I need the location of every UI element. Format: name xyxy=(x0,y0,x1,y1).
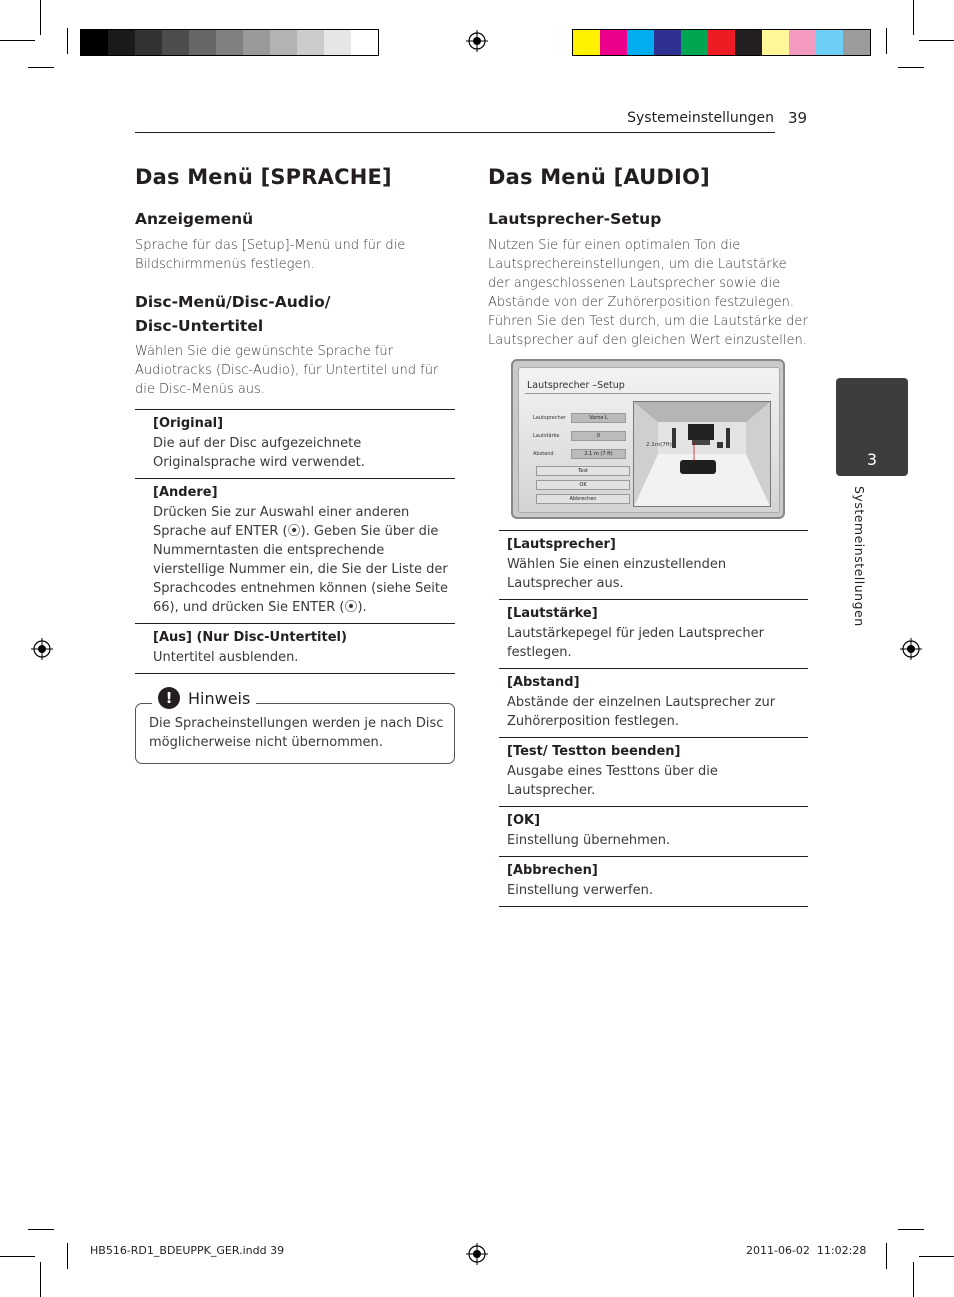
chapter-number: 3 xyxy=(866,450,878,469)
footer-timestamp: 2011-06-02 ￼￼ 11:02:28 xyxy=(746,1244,867,1257)
option-desc: Die auf der Disc aufgezeichnete Originalsprache wird verwendet. xyxy=(153,436,365,470)
section-title-audio: Das Menü [AUDIO] xyxy=(488,165,710,189)
crop-mark xyxy=(913,1262,914,1297)
note-text: Die Spracheinstellungen werden je nach Disc möglicherweise nicht übernommen. xyxy=(149,716,444,750)
option-aus xyxy=(135,623,455,674)
option-desc: Wählen Sie einen einzustellenden Lautsprecher aus. xyxy=(507,557,727,591)
color-swatch xyxy=(81,30,108,55)
option-term-text: [Lautstärke] xyxy=(507,606,598,621)
option-term-text: [Abbrechen] xyxy=(507,863,598,878)
crop-mark xyxy=(919,40,954,41)
option-andere xyxy=(135,478,455,623)
color-swatch xyxy=(189,30,216,55)
room-distance-label: 2.1m(7ft) xyxy=(646,442,672,448)
ui-distance-value: 2.1 m (7 ft) xyxy=(571,449,626,459)
ui-label: Abstand xyxy=(533,451,554,457)
subheading-lautsprecher-setup: Lautsprecher-Setup xyxy=(488,210,662,228)
color-swatch xyxy=(297,30,324,55)
crop-mark xyxy=(913,0,914,35)
color-swatch xyxy=(762,30,789,55)
color-swatch xyxy=(816,30,843,55)
color-swatch xyxy=(789,30,816,55)
color-swatch xyxy=(708,30,735,55)
process-color-bar xyxy=(572,29,871,56)
ui-speaker-select: Vorne L xyxy=(571,413,626,423)
audio-option-list xyxy=(499,530,808,907)
crop-mark xyxy=(0,40,35,41)
note-header xyxy=(152,687,256,709)
option-original xyxy=(135,409,455,478)
ui-volume-value: 0 xyxy=(571,431,626,441)
ui-ok-button: OK xyxy=(536,480,630,490)
disc-menue-text: Wählen Sie die gewünschte Sprache für Audiotracks (Disc-Audio), für Untertitel und für die Disc-Menüs aus. xyxy=(135,344,439,397)
option-term-text: [OK] xyxy=(507,813,541,828)
screenshot-divider xyxy=(525,393,771,394)
option-desc: Einstellung übernehmen. xyxy=(507,833,671,848)
crop-mark xyxy=(67,1243,68,1269)
registration-mark-icon xyxy=(466,1243,488,1265)
ui-test-button: Test xyxy=(536,466,630,476)
crop-mark xyxy=(0,1256,35,1257)
option-term-text: [Test/ Testton beenden] xyxy=(507,744,681,759)
option-term: [Andere] xyxy=(153,485,218,500)
ui-cancel-button: Abbrechen xyxy=(536,494,630,504)
color-swatch xyxy=(735,30,762,55)
option-term-text: [Lautsprecher] xyxy=(507,537,616,552)
color-swatch xyxy=(162,30,189,55)
option-ok xyxy=(499,806,808,856)
option-term xyxy=(507,535,808,555)
crop-mark xyxy=(886,1243,887,1269)
option-term xyxy=(507,861,808,881)
crop-mark xyxy=(40,0,41,35)
lautsprecher-setup-text: Nutzen Sie für einen optimalen Ton die Lautsprechereinstellungen, um die Lautstärke der angeschlossenen Lautsprecher sowie die Abstände von der Zuhörerposition festzulegen. Führen Sie den Test durch, um die Lautstärke der Lautsprecher auf den gleichen Wert einzustellen. xyxy=(488,238,808,348)
color-swatch xyxy=(216,30,243,55)
color-swatch xyxy=(135,30,162,55)
speaker-setup-screenshot xyxy=(511,359,785,519)
registration-mark-icon xyxy=(31,638,53,660)
footer-file-name: HB516-RD1_BDEUPPK_GER.indd 39 xyxy=(90,1244,285,1257)
subheading-disc-menue xyxy=(135,290,330,338)
color-swatch xyxy=(243,30,270,55)
crop-mark xyxy=(898,1229,924,1230)
screenshot-title: Lautsprecher –Setup xyxy=(527,380,625,391)
color-swatch xyxy=(324,30,351,55)
color-swatch xyxy=(600,30,627,55)
option-term: [Original] xyxy=(153,416,224,431)
crop-mark xyxy=(28,1229,54,1230)
color-swatch xyxy=(351,30,378,55)
room-illustration xyxy=(633,401,771,507)
color-swatch xyxy=(108,30,135,55)
option-desc: Untertitel ausblenden. xyxy=(153,650,299,665)
color-swatch xyxy=(654,30,681,55)
option-desc: Abstände der einzelnen Lautsprecher zur Zuhörerposition festlegen. xyxy=(507,695,776,729)
header-rule xyxy=(135,132,775,133)
option-term xyxy=(507,811,808,831)
crop-mark xyxy=(67,28,68,54)
crop-mark xyxy=(28,67,54,68)
crop-mark xyxy=(898,67,924,68)
option-abbrechen xyxy=(499,856,808,907)
option-term xyxy=(507,673,808,693)
running-header: Systemeinstellungen xyxy=(627,110,774,126)
subheading-line-1: Disc-Menü/Disc-Audio/ xyxy=(135,293,331,311)
option-desc: Einstellung verwerfen. xyxy=(507,883,653,898)
ui-label: Lautstärke xyxy=(533,433,560,439)
crop-mark xyxy=(40,1262,41,1297)
subheading-anzeigemenue: Anzeigemenü xyxy=(135,210,254,228)
color-swatch xyxy=(681,30,708,55)
note-label: Hinweis xyxy=(188,688,251,708)
exclamation-icon: ! xyxy=(158,687,180,709)
option-term xyxy=(507,742,808,762)
color-swatch xyxy=(270,30,297,55)
option-term: [Aus] (Nur Disc-Untertitel) xyxy=(153,630,347,645)
option-term-text: [Abstand] xyxy=(507,675,580,690)
color-swatch xyxy=(843,30,870,55)
page-number: 39 xyxy=(788,109,808,127)
ui-label: Lautsprecher xyxy=(533,415,566,421)
crop-mark xyxy=(886,28,887,54)
anzeigemenue-text: Sprache für das [Setup]-Menü und für die Bildschirmmenüs festlegen. xyxy=(135,238,406,272)
crop-mark xyxy=(919,1256,954,1257)
registration-mark-icon xyxy=(466,30,488,52)
option-test xyxy=(499,737,808,806)
color-swatch xyxy=(627,30,654,55)
color-swatch xyxy=(573,30,600,55)
screenshot-panel xyxy=(518,367,780,513)
option-abstand xyxy=(499,668,808,737)
option-lautstaerke xyxy=(499,599,808,668)
grayscale-color-bar xyxy=(80,29,379,56)
option-desc: Ausgabe eines Testtons über die Lautsprecher. xyxy=(507,764,718,798)
registration-mark-icon xyxy=(900,638,922,660)
option-desc: Lautstärkepegel für jeden Lautsprecher festlegen. xyxy=(507,626,764,660)
option-lautsprecher xyxy=(499,530,808,599)
language-option-list xyxy=(135,409,455,674)
subheading-line-2: Disc-Untertitel xyxy=(135,317,264,335)
option-term xyxy=(507,604,808,624)
option-desc: Drücken Sie zur Auswahl einer anderen Sprache auf ENTER (⦿). Geben Sie über die Nummerntasten die entsprechende vierstellige Nummer ein, die Sie der Liste der Sprachcodes entnehmen können (siehe Seite 66), und drücken Sie ENTER (⦿). xyxy=(153,505,448,615)
room-drawing xyxy=(634,402,770,506)
section-title-sprache: Das Menü [SPRACHE] xyxy=(135,165,392,189)
chapter-side-label: Systemeinstellungen xyxy=(852,486,867,627)
